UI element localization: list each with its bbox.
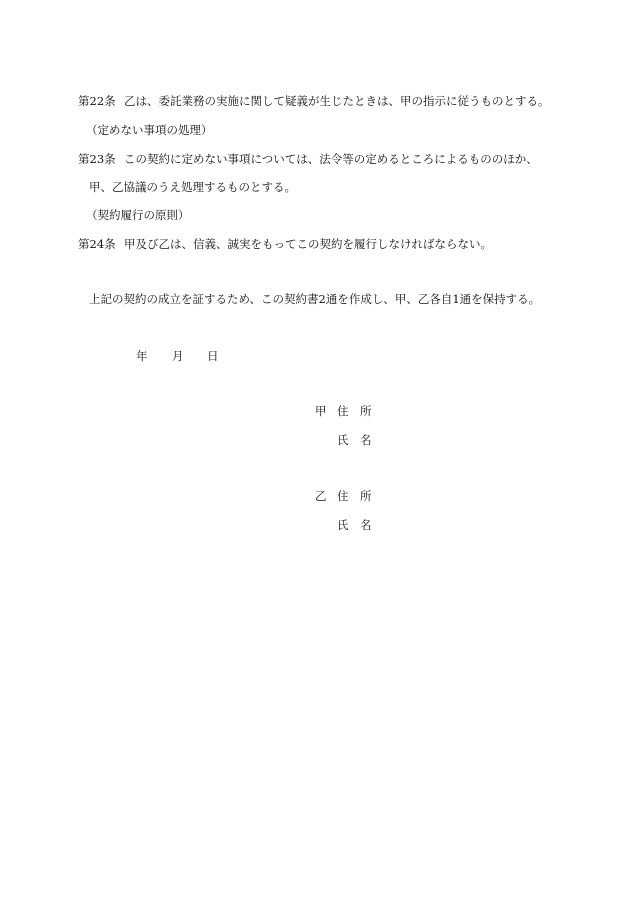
article-number: 第23条 <box>78 152 116 166</box>
article-number: 第24条 <box>78 237 116 251</box>
date-month: 月 <box>172 349 184 363</box>
article-text: 甲及び乙は、信義、誠実をもってこの契約を履行しなければならない。 <box>124 237 492 251</box>
article-heading: （契約履行の原則） <box>86 208 190 222</box>
article-text-continuation: 甲、乙協議のうえ処理するものとする。 <box>89 180 296 194</box>
article-text: この契約に定めない事項については、法令等の定めるところによるもののほか、 <box>124 152 538 166</box>
party-label: 乙 <box>315 489 327 503</box>
article-23 <box>78 152 538 166</box>
article-number: 第22条 <box>78 94 116 108</box>
article-heading: （定めない事項の処理） <box>86 123 213 137</box>
signature-party-b-name <box>315 518 435 532</box>
closing-statement: 上記の契約の成立を証するため、この契約書2通を作成し、甲、乙各自1通を保持する。 <box>89 292 541 306</box>
name-label: 氏 名 <box>337 433 372 447</box>
name-label: 氏 名 <box>337 518 372 532</box>
signature-party-a-address <box>315 404 435 418</box>
article-text: 乙は、委託業務の実施に関して疑義が生じたときは、甲の指示に従うものとする。 <box>124 94 550 108</box>
address-label: 住 所 <box>337 404 372 418</box>
party-label: 甲 <box>315 404 327 418</box>
date-day: 日 <box>207 349 219 363</box>
date-year: 年 <box>136 349 148 363</box>
signature-party-a-name <box>315 433 435 447</box>
article-24 <box>78 237 492 251</box>
address-label: 住 所 <box>337 489 372 503</box>
signature-party-b-address <box>315 489 435 503</box>
article-22 <box>78 94 550 108</box>
